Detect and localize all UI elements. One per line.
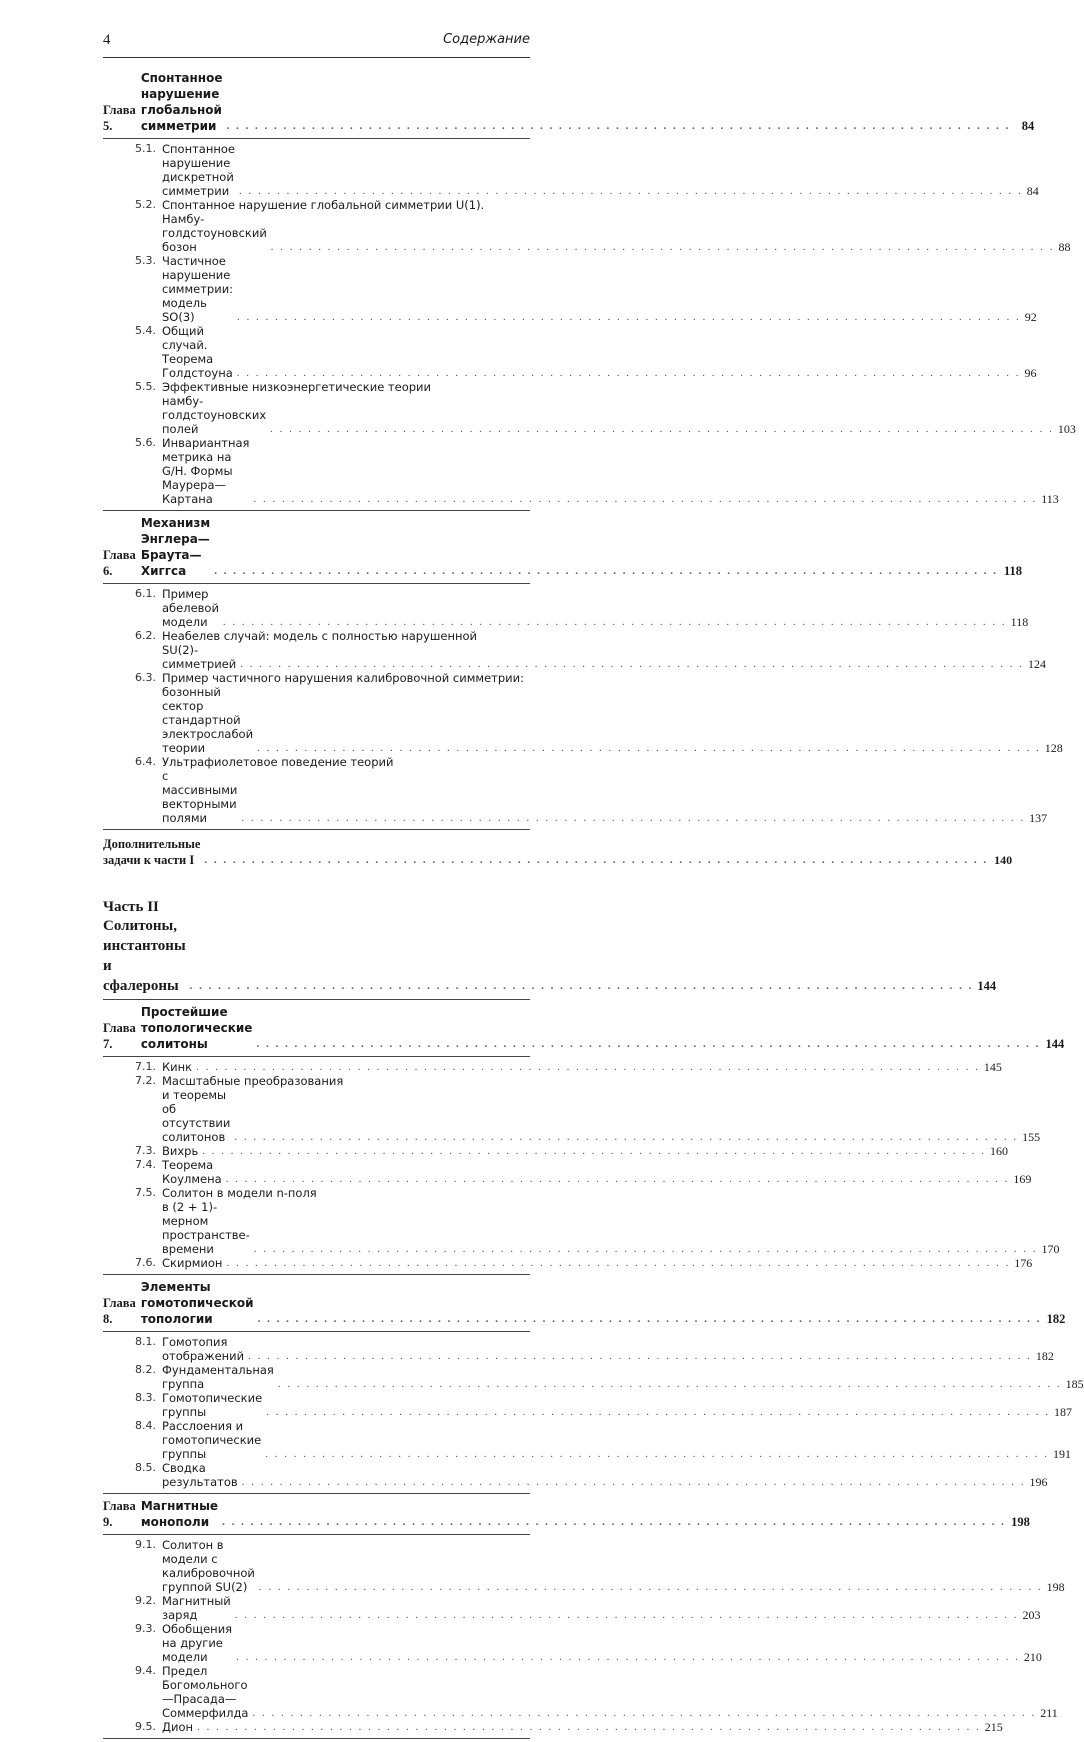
section-last-line (162, 685, 1063, 755)
section-body (162, 1158, 1031, 1186)
section-page: 84 (1026, 184, 1039, 198)
section-line: Спонтанное нарушение глобальной симметрии U(1). (162, 198, 485, 212)
section-number: 8.5. (135, 1461, 156, 1474)
leader-dots (226, 118, 1010, 134)
leader-dots (253, 492, 1037, 506)
section-number: 5.1. (135, 142, 156, 155)
section-body (162, 629, 1046, 671)
section-number: 9.5. (135, 1720, 156, 1733)
chapter-heading-ch9 (103, 1498, 1030, 1530)
section-number: 6.4. (135, 755, 156, 768)
chapter-title (103, 1279, 1045, 1327)
chapter-rule (103, 1274, 530, 1275)
section-line: Дион (162, 1720, 194, 1734)
chapter-heading-ch8 (103, 1279, 1066, 1327)
section-last-line (162, 212, 1071, 254)
section-entry (103, 1419, 1071, 1461)
leader-dots (266, 1405, 1050, 1419)
section-last-line (162, 324, 1037, 380)
section-page: 191 (1052, 1447, 1071, 1461)
section-line: намбу-голдстоуновских полей (162, 394, 267, 436)
chapter-page: 84 (1021, 119, 1035, 133)
leader-dots (197, 1720, 981, 1734)
leader-dots (252, 1706, 1036, 1720)
leader-dots (271, 240, 1055, 254)
section-line: в (2 + 1)-мерном пространстве-времени (162, 1200, 250, 1256)
section-body (162, 587, 1028, 629)
section-number: 5.2. (135, 198, 156, 211)
leader-dots (278, 1377, 1062, 1391)
section-entry (103, 1594, 1041, 1622)
section-number: 9.4. (135, 1664, 156, 1677)
section-body (162, 198, 1071, 254)
leader-dots (214, 563, 998, 579)
page-header (103, 32, 530, 52)
section-body (162, 1664, 1058, 1720)
chapter-rule (103, 1331, 530, 1332)
section-entry (103, 1461, 1048, 1489)
leader-dots (237, 366, 1021, 380)
section-number: 7.3. (135, 1144, 156, 1157)
section-body (162, 1419, 1071, 1461)
section-number: 8.3. (135, 1391, 156, 1404)
section-line: Эффективные низкоэнергетические теории (162, 380, 431, 394)
section-line: Неабелев случай: модель с полностью нарушенной (162, 629, 478, 643)
section-page: 155 (1022, 1130, 1041, 1144)
section-body (162, 254, 1037, 324)
section-line: SU(2)-симметрией (162, 643, 237, 671)
section-last-line (162, 142, 1039, 198)
section-body (162, 671, 1063, 755)
chapter-title (103, 70, 1014, 134)
section-line: Гомотопические группы (162, 1391, 263, 1419)
section-body (162, 1594, 1041, 1622)
section-last-line (162, 436, 1059, 506)
leader-dots (270, 422, 1054, 436)
section-body (162, 1538, 1065, 1594)
section-number: 5.5. (135, 380, 156, 393)
section-body (162, 1144, 1008, 1158)
leader-dots (241, 811, 1025, 825)
section-line: Масштабные преобразования (162, 1074, 344, 1088)
leader-dots (265, 1447, 1049, 1461)
section-body (162, 324, 1037, 380)
section-page: 211 (1040, 1706, 1058, 1720)
section-last-line (162, 1720, 1003, 1734)
leader-dots (257, 741, 1041, 755)
section-page: 210 (1023, 1650, 1042, 1664)
section-page: 124 (1027, 657, 1046, 671)
section-entry (103, 1060, 1002, 1074)
chapter-label: Глава 5. (103, 103, 136, 133)
part-page: 144 (977, 979, 997, 993)
section-body (162, 1074, 1040, 1144)
section-last-line (162, 1538, 1065, 1594)
section-number: 7.1. (135, 1060, 156, 1073)
section-body (162, 380, 1076, 436)
section-entry (103, 1158, 1032, 1186)
chapter-name: Магнитные монополи (140, 1499, 219, 1529)
chapter-title (103, 1004, 1044, 1052)
section-entry (103, 587, 1029, 629)
section-entry (103, 1622, 1042, 1664)
section-page: 92 (1024, 310, 1037, 324)
section-page: 170 (1041, 1242, 1060, 1256)
chapter-name: Механизм Энглера—Браута—Хиггса (140, 516, 211, 578)
chapter-rule (103, 1056, 530, 1057)
section-line: Пример частичного нарушения калибровочной симметрии: (162, 671, 524, 685)
section-line: Кинк (162, 1060, 193, 1074)
section-number: 7.2. (135, 1074, 156, 1087)
page-number: 4 (103, 32, 111, 48)
section-body (162, 755, 1047, 825)
section-line: Фундаментальная группа (162, 1363, 274, 1391)
header-rule (103, 57, 530, 58)
section-body (162, 1391, 1072, 1419)
section-line: Солитон в модели n-поля (162, 1186, 317, 1200)
section-line: Предел Богомольного—Прасада—Соммерфилда (162, 1664, 249, 1720)
leader-dots (239, 184, 1023, 198)
section-entry (103, 324, 1037, 380)
section-last-line (162, 1200, 1060, 1256)
leader-dots (222, 1514, 1006, 1530)
chapter-name: Спонтанное нарушение глобальной симметрии (140, 71, 223, 133)
section-line: Теорема Коулмена (162, 1158, 222, 1186)
section-number: 6.2. (135, 629, 156, 642)
section-page: 182 (1035, 1349, 1054, 1363)
section-body (162, 1461, 1047, 1489)
section-line: с массивными векторными полями (162, 769, 238, 825)
section-last-line (162, 1158, 1031, 1186)
section-line: Магнитный заряд (162, 1594, 231, 1622)
chapter-label: Глава 9. (103, 1499, 136, 1529)
section-last-line (162, 1664, 1058, 1720)
leader-dots (202, 1144, 986, 1158)
section-body (162, 142, 1039, 198)
leader-dots (242, 1475, 1026, 1489)
chapter-rule (103, 138, 530, 139)
leader-dots (223, 615, 1007, 629)
chapter-label: Глава 8. (103, 1296, 136, 1326)
section-body (162, 1256, 1032, 1270)
section-line: Скирмион (162, 1256, 223, 1270)
section-page: 118 (1010, 615, 1029, 629)
section-page: 198 (1046, 1580, 1065, 1594)
section-page: 176 (1014, 1256, 1033, 1270)
section-last-line (162, 643, 1046, 671)
section-last-line (162, 254, 1037, 324)
chapter-heading-ch6 (103, 515, 1022, 579)
chapter-rule (103, 1493, 530, 1494)
leader-dots (235, 1608, 1019, 1622)
section-number: 6.3. (135, 671, 156, 684)
section-page: 103 (1057, 422, 1076, 436)
leader-dots (204, 852, 988, 868)
chapter-label: Глава 7. (103, 1021, 136, 1051)
leader-dots (226, 1172, 1010, 1186)
section-line: Сводка результатов (162, 1461, 238, 1489)
running-title: Содержание (443, 32, 530, 47)
chapter-page: 118 (1003, 564, 1022, 578)
section-number: 8.4. (135, 1419, 156, 1432)
section-last-line (162, 1088, 1040, 1144)
table-of-contents (103, 66, 1084, 1742)
extra-title (103, 836, 992, 868)
section-page: 169 (1013, 1172, 1032, 1186)
section-entry (103, 671, 1063, 755)
section-last-line (162, 1363, 1084, 1391)
leader-dots (248, 1349, 1032, 1363)
section-line: Инвариантная метрика на G/H. Формы Маурера—Картана (162, 436, 250, 506)
section-number: 7.4. (135, 1158, 156, 1171)
section-last-line (162, 394, 1076, 436)
section-line: Спонтанное нарушение дискретной симметрии (162, 142, 235, 198)
section-number: 8.2. (135, 1363, 156, 1376)
section-line: Солитон в модели с калибровочной группой SU(2) (162, 1538, 255, 1594)
section-page: 96 (1024, 366, 1037, 380)
section-page: 137 (1029, 811, 1048, 825)
section-entry (103, 1335, 1054, 1363)
leader-dots (226, 1256, 1010, 1270)
section-body (162, 1335, 1054, 1363)
extra-title-text: Дополнительные задачи к части I (103, 837, 201, 867)
part-title-row (103, 916, 997, 996)
chapter-rule (103, 829, 530, 830)
section-line: бозонный сектор стандартной электрослабой теории (162, 685, 254, 755)
section-entry (103, 1664, 1058, 1720)
chapter-title (103, 1498, 1010, 1530)
section-number: 9.3. (135, 1622, 156, 1635)
chapter-label: Глава 6. (103, 548, 136, 578)
section-page: 145 (983, 1060, 1002, 1074)
leader-dots (259, 1580, 1043, 1594)
section-body (162, 436, 1059, 506)
section-number: 7.5. (135, 1186, 156, 1199)
section-line: Намбу-голдстоуновский бозон (162, 212, 267, 254)
section-number: 5.4. (135, 324, 156, 337)
section-entry (103, 380, 1076, 436)
leader-dots (254, 1242, 1038, 1256)
part-label: Часть II (103, 899, 159, 915)
leader-dots (240, 657, 1024, 671)
section-number: 8.1. (135, 1335, 156, 1348)
leader-dots (196, 1060, 980, 1074)
section-page: 113 (1041, 492, 1059, 506)
section-page: 187 (1053, 1405, 1072, 1419)
section-body (162, 1186, 1060, 1256)
section-body (162, 1720, 1003, 1734)
section-last-line (162, 1622, 1042, 1664)
section-last-line (162, 769, 1047, 825)
chapter-page: 198 (1011, 1515, 1030, 1529)
section-page: 196 (1029, 1475, 1048, 1489)
chapter-rule (103, 510, 530, 511)
chapter-name: Элементы гомотопической топологии (140, 1280, 254, 1326)
section-entry (103, 254, 1037, 324)
section-last-line (162, 1060, 1002, 1074)
section-number: 5.3. (135, 254, 156, 267)
section-line: Пример абелевой модели (162, 587, 219, 629)
section-entry (103, 1720, 1003, 1734)
section-number: 7.6. (135, 1256, 156, 1269)
section-entry (103, 1074, 1041, 1144)
section-entry (103, 1144, 1008, 1158)
part-title: Солитоны, инстантоны и сфалероны (103, 918, 186, 994)
section-last-line (162, 1391, 1072, 1419)
chapter-name: Простейшие топологические солитоны (140, 1005, 253, 1051)
chapter-heading-ch5 (103, 70, 1035, 134)
section-entry (103, 198, 1071, 254)
section-entry (103, 1256, 1033, 1270)
section-page: 185 (1065, 1377, 1084, 1391)
leader-dots (237, 310, 1021, 324)
section-page: 160 (990, 1144, 1008, 1158)
section-body (162, 1622, 1042, 1664)
section-number: 6.1. (135, 587, 156, 600)
part-heading (103, 898, 997, 996)
section-last-line (162, 1335, 1054, 1363)
section-entry (103, 629, 1046, 671)
section-line: Ультрафиолетовое поведение теорий (162, 755, 394, 769)
section-page: 128 (1044, 741, 1063, 755)
section-entry (103, 1391, 1072, 1419)
chapter-title (103, 515, 1002, 579)
section-last-line (162, 1594, 1041, 1622)
chapter-page: 182 (1046, 1312, 1066, 1326)
section-entry (103, 755, 1048, 825)
leader-dots (256, 1036, 1040, 1052)
chapter-rule (103, 1738, 530, 1739)
section-entry (103, 142, 1039, 198)
section-last-line (162, 1144, 1008, 1158)
leader-dots (234, 1130, 1018, 1144)
part-rule (103, 999, 530, 1000)
section-page: 203 (1022, 1608, 1041, 1622)
section-entry (103, 1186, 1060, 1256)
section-line: Вихрь (162, 1144, 199, 1158)
section-number: 5.6. (135, 436, 156, 449)
section-entry (103, 1538, 1065, 1594)
extra-page: 140 (994, 853, 1013, 867)
section-line: Частичное нарушение симметрии: модель SO(3) (162, 254, 234, 324)
chapter-page: 144 (1045, 1037, 1065, 1051)
section-line: Расслоения и гомотопические группы (162, 1419, 262, 1461)
leader-dots (236, 1650, 1020, 1664)
extra-problems-entry (103, 836, 1013, 868)
section-body (162, 1060, 1002, 1074)
section-line: Гомотопия отображений (162, 1335, 245, 1363)
section-entry (103, 1363, 1084, 1391)
chapter-heading-ch7 (103, 1004, 1065, 1052)
leader-dots (190, 976, 974, 996)
section-entry (103, 436, 1059, 506)
leader-dots (258, 1311, 1042, 1327)
section-number: 9.1. (135, 1538, 156, 1551)
section-last-line (162, 587, 1028, 629)
section-page: 88 (1058, 240, 1071, 254)
section-last-line (162, 1461, 1047, 1489)
section-page: 215 (984, 1720, 1003, 1734)
section-last-line (162, 1256, 1032, 1270)
chapter-rule (103, 583, 530, 584)
chapter-rule (103, 1534, 530, 1535)
section-body (162, 1363, 1084, 1391)
section-line: Общий случай. Теорема Голдстоуна (162, 324, 233, 380)
section-number: 9.2. (135, 1594, 156, 1607)
section-last-line (162, 1419, 1071, 1461)
section-line: и теоремы об отсутствии солитонов (162, 1088, 231, 1144)
section-line: Обобщения на другие модели (162, 1622, 233, 1664)
